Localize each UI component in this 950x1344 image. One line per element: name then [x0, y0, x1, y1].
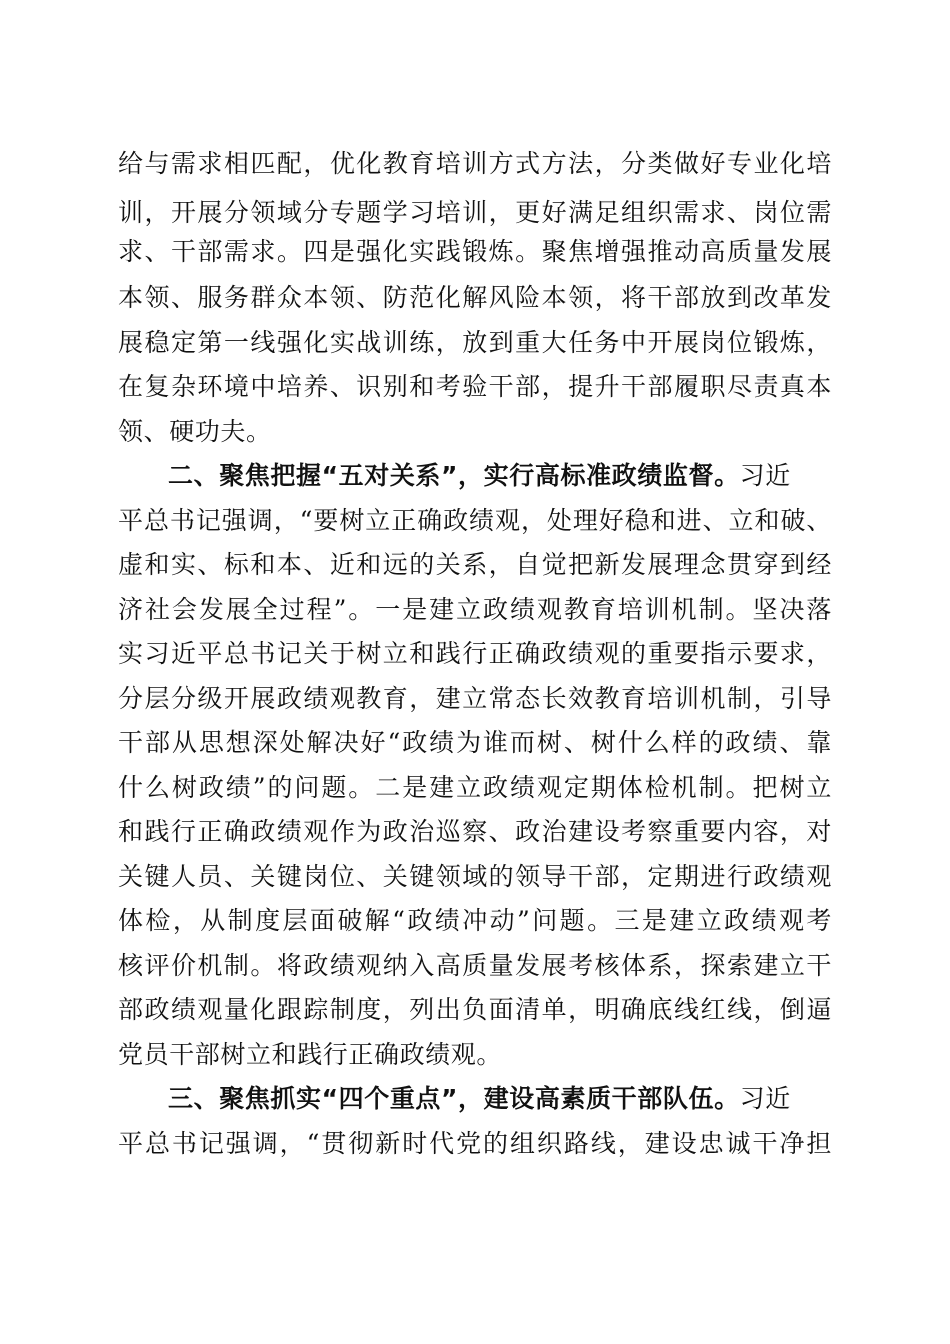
body-text-line: 给与需求相匹配，优化教育培训方式方法，分类做好专业化培	[118, 149, 832, 178]
body-text-inline: 习近	[739, 461, 791, 490]
body-text-line: 关键人员、关键岗位、关键领域的领导干部，定期进行政绩观	[118, 862, 832, 891]
section-heading-line	[168, 1079, 832, 1119]
body-text-line: 求、干部需求。四是强化实践锻炼。聚焦增强推动高质量发展	[118, 237, 832, 266]
body-text-line: 在复杂环境中培养、识别和考验干部，提升干部履职尽责真本	[118, 372, 832, 401]
body-text-line: 济社会发展全过程”。一是建立政绩观教育培训机制。坚决落	[118, 595, 832, 624]
body-text-line: 平总书记强调，“要树立正确政绩观，处理好稳和进、立和破、	[118, 506, 832, 535]
body-text-line: 实习近平总书记关于树立和践行正确政绩观的重要指示要求，	[118, 639, 832, 668]
body-text-line: 核评价机制。将政绩观纳入高质量发展考核体系，探索建立干	[118, 951, 832, 980]
body-text-line: 和践行正确政绩观作为政治巡察、政治建设考察重要内容，对	[118, 817, 832, 846]
body-text-line: 体检，从制度层面破解“政绩冲动”问题。三是建立政绩观考	[118, 906, 832, 935]
body-text-line: 本领、服务群众本领、防范化解风险本领，将干部放到改革发	[118, 283, 832, 312]
body-text-line: 平总书记强调，“贯彻新时代党的组织路线，建设忠诚干净担	[118, 1129, 832, 1158]
section-heading: 三、聚焦抓实“四个重点”，建设高素质干部队伍。	[168, 1084, 740, 1113]
section-heading-line	[168, 456, 832, 496]
body-text-line: 训，开展分领域分专题学习培训，更好满足组织需求、岗位需	[118, 198, 832, 227]
body-text-line: 虚和实、标和本、近和远的关系，自觉把新发展理念贯穿到经	[118, 550, 832, 579]
body-text-line: 领、硬功夫。	[118, 417, 272, 446]
body-text-line: 展稳定第一线强化实战训练，放到重大任务中开展岗位锻炼，	[118, 328, 832, 357]
body-text-line: 部政绩观量化跟踪制度，列出负面清单，明确底线红线，倒逼	[118, 995, 832, 1024]
body-text-line: 分层分级开展政绩观教育，建立常态长效教育培训机制，引导	[118, 684, 832, 713]
body-text-line: 干部从思想深处解决好“政绩为谁而树、树什么样的政绩、靠	[118, 728, 832, 757]
body-text-inline: 习近	[739, 1084, 791, 1113]
body-text-line: 党员干部树立和践行正确政绩观。	[118, 1040, 503, 1069]
section-heading: 二、聚焦把握“五对关系”，实行高标准政绩监督。	[168, 461, 740, 490]
body-text-line: 什么树政绩”的问题。二是建立政绩观定期体检机制。把树立	[118, 773, 832, 802]
